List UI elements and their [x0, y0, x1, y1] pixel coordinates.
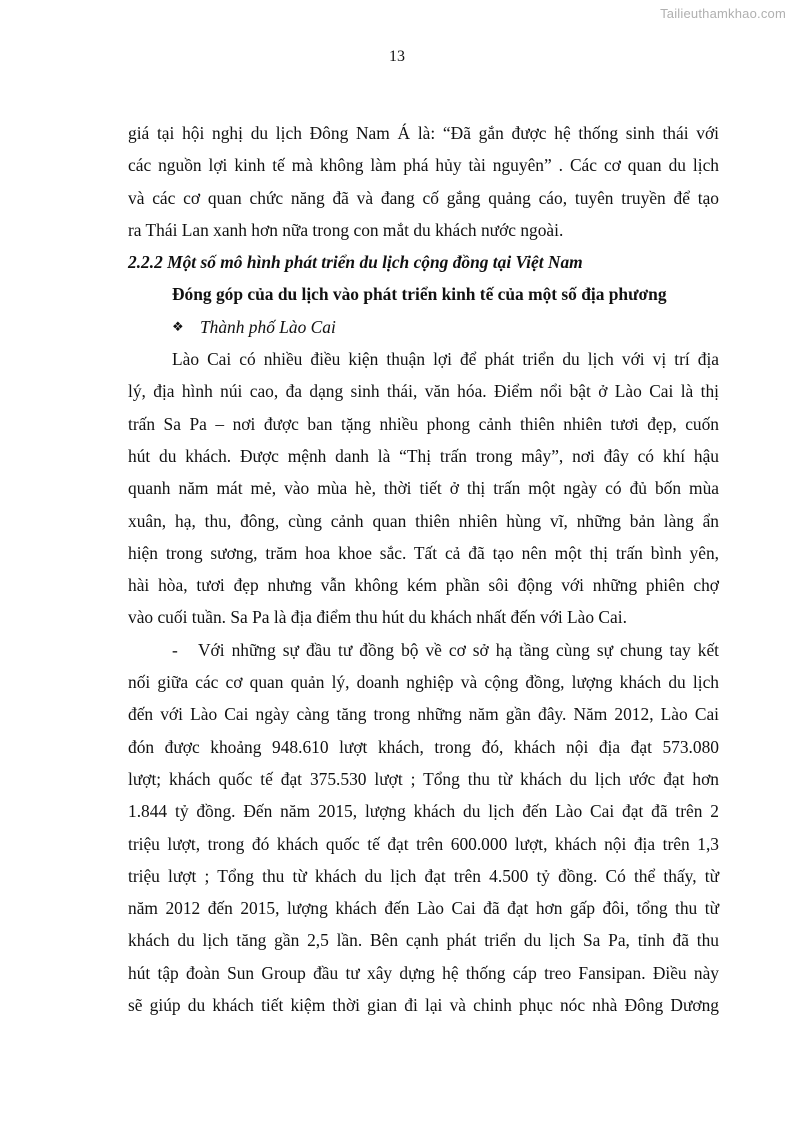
text-line: xuân, hạ, thu, đông, cùng cảnh quan thiên nhiên hùng vĩ, những bản làng ẩn — [128, 510, 719, 531]
text-line: lượt; khách quốc tế đạt 375.530 lượt ; Tổng thu từ khách du lịch ước đạt hơn — [128, 768, 719, 789]
section-heading: 2.2.2 Một số mô hình phát triển du lịch cộng đồng tại Việt Nam — [128, 252, 583, 273]
text-line: lý, địa hình núi cao, đa dạng sinh thái, văn hóa. Điểm nổi bật ở Lào Cai là thị — [128, 381, 719, 402]
page-number: 13 — [389, 48, 405, 65]
text-line: hiện trong sương, trăm hoa khoe sắc. Tất cả đã tạo nên một thị trấn bình yên, — [128, 542, 719, 563]
text-line: trấn Sa Pa – nơi được ban tặng nhiều phong cảnh thiên nhiên tươi đẹp, cuốn — [128, 413, 719, 434]
paragraph-lao-cai-statistics — [128, 634, 719, 1022]
text-line: năm 2012 đến 2015, lượng khách đến Lào Cai đã đạt hơn gấp đôi, tổng thu từ — [128, 898, 719, 919]
text-line: hút du khách. Được mệnh danh là “Thị trấn trong mây”, nơi đây có khí hậu — [128, 445, 719, 466]
watermark-text: Tailieuthamkhao.com — [660, 6, 786, 21]
text-line-content: Với những sự đầu tư đồng bộ về cơ sở hạ tầng cùng sự chung tay kết — [198, 639, 719, 660]
paragraph-lao-cai-intro — [128, 343, 719, 634]
dash-marker: - — [172, 639, 178, 660]
text-line: nối giữa các cơ quan quản lý, doanh nghiệp và cộng đồng, lượng khách du lịch — [128, 672, 719, 693]
bullet-text: Thành phố Lào Cai — [200, 316, 336, 337]
text-line: đến với Lào Cai ngày càng tăng trong những năm gần đây. Năm 2012, Lào Cai — [128, 704, 719, 725]
text-line: giá tại hội nghị du lịch Đông Nam Á là: “Đã gắn được hệ thống sinh thái với — [128, 123, 719, 143]
paragraph-continuation — [128, 117, 719, 246]
text-line: quanh năm mát mẻ, vào mùa hè, thời tiết ở thị trấn một ngày có đủ bốn mùa — [128, 478, 719, 499]
diamond-bullet-icon: ❖ — [172, 318, 184, 334]
text-line: sẽ giúp du khách tiết kiệm thời gian đi lại và chinh phục nóc nhà Đông Dương — [128, 995, 719, 1016]
text-line: triệu lượt ; Tổng thu từ khách du lịch đạt trên 4.500 tỷ đồng. Có thể thấy, từ — [128, 865, 719, 886]
text-line: Lào Cai có nhiều điều kiện thuận lợi để phát triển du lịch với vị trí địa — [172, 349, 719, 370]
text-line: vào cuối tuần. Sa Pa là địa điểm thu hút du khách nhất đến với Lào Cai. — [128, 607, 627, 628]
text-line: và các cơ quan chức năng đã và đang cố gắng quảng cáo, tuyên truyền để tạo — [128, 187, 719, 208]
text-line: các nguồn lợi kinh tế mà không làm phá hủy tài nguyên” . Các cơ quan du lịch — [128, 155, 719, 176]
text-line: 1.844 tỷ đồng. Đến năm 2015, lượng khách du lịch đến Lào Cai đạt đã trên 2 — [128, 801, 719, 822]
text-line: khách du lịch tăng gần 2,5 lần. Bên cạnh phát triển du lịch Sa Pa, tỉnh đã thu — [128, 930, 719, 951]
text-line: triệu lượt, trong đó khách quốc tế đạt trên 600.000 lượt, khách nội địa trên 1,3 — [128, 833, 719, 854]
text-line: hút tập đoàn Sun Group đầu tư xây dựng hệ thống cáp treo Fansipan. Điều này — [128, 962, 719, 983]
sub-heading: Đóng góp của du lịch vào phát triển kinh tế của một số địa phương — [172, 284, 667, 305]
text-line: hài hòa, tươi đẹp nhưng vẫn không kém phần sôi động với những phiên chợ — [128, 575, 719, 596]
bullet-item — [128, 311, 719, 343]
document-body — [128, 117, 719, 1021]
text-line: đón được khoảng 948.610 lượt khách, trong đó, khách nội địa đạt 573.080 — [128, 736, 719, 757]
text-line: ra Thái Lan xanh hơn nữa trong con mắt du khách nước ngoài. — [128, 219, 564, 240]
text-line — [128, 634, 719, 666]
